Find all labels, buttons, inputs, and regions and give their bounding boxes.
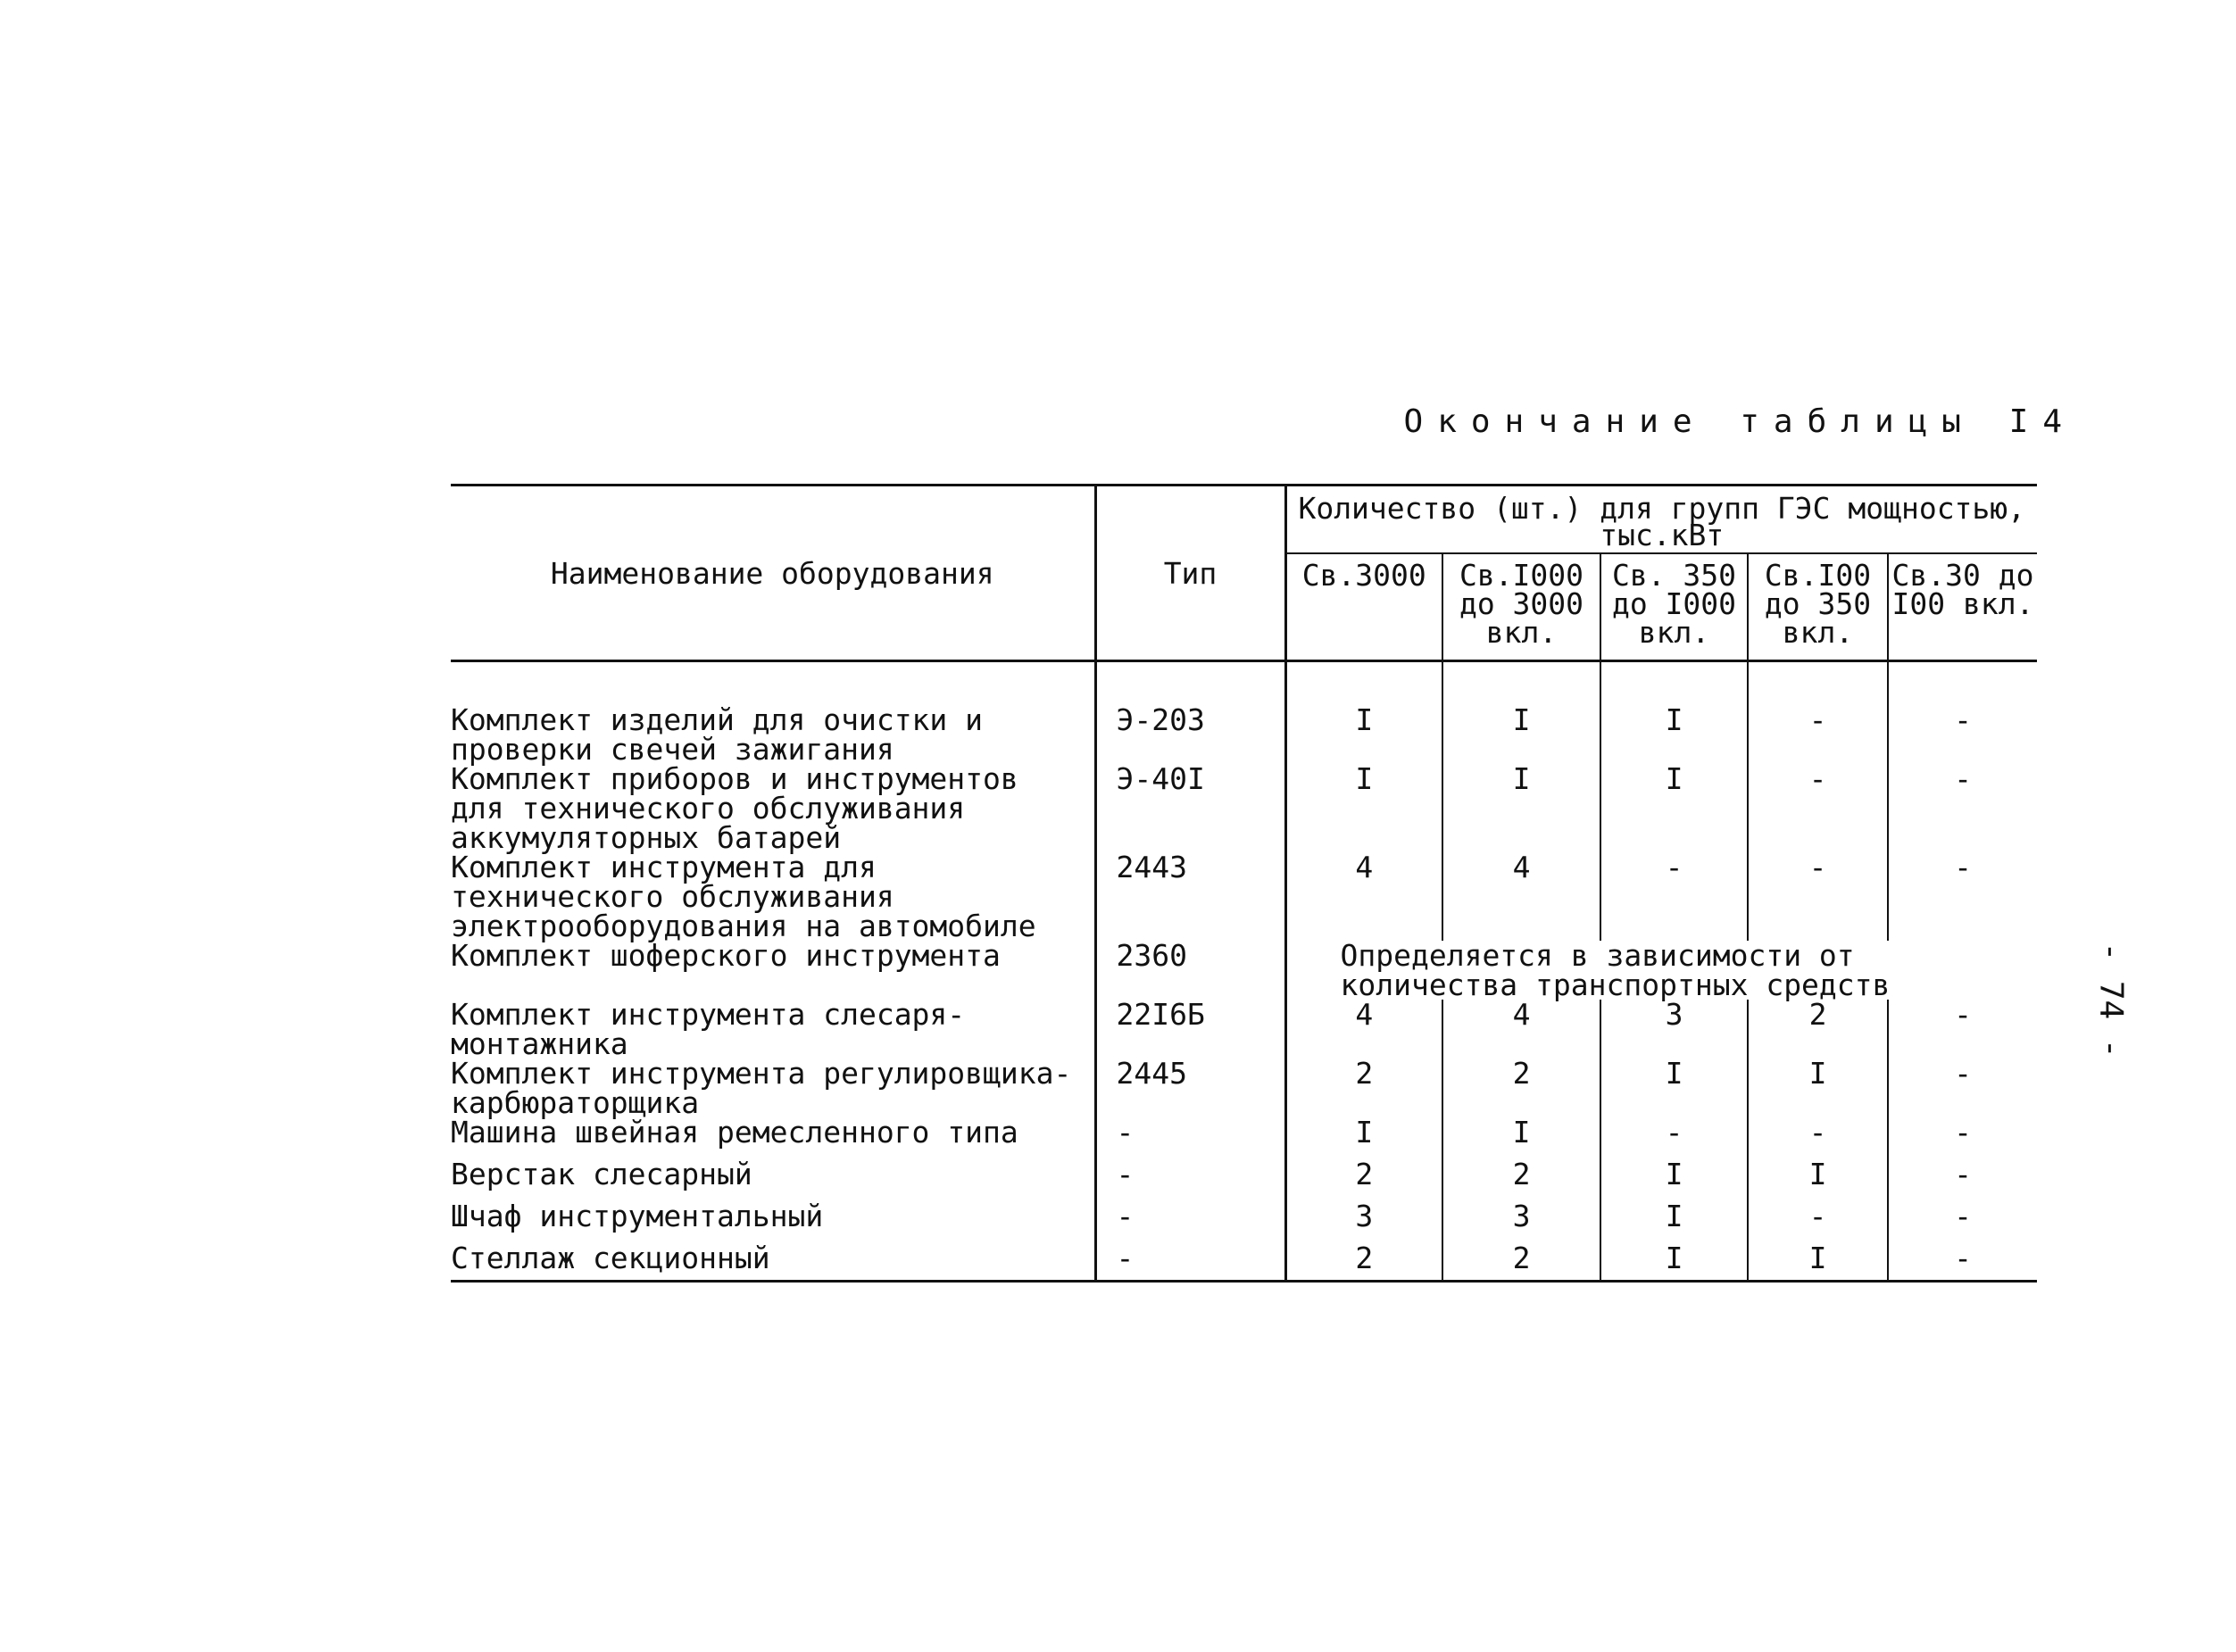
header-type: Тип [1095,486,1285,661]
header-group-1: Св.3000 [1285,553,1442,661]
row-value: 2 [1442,1243,1600,1282]
row-value: - [1954,1199,1972,1233]
row-value: I [1748,1243,1888,1282]
row-name: Комплект приборов и инструментов для технического обслуживания аккумуляторных батарей [451,764,1095,852]
row-value: - [1748,1117,1888,1159]
row-value: - [1954,1115,1972,1150]
row-value: - [1748,661,1888,765]
table-caption: Окончание таблицы I4 [1403,403,2076,440]
row-value: - [1954,1056,1972,1091]
page-number: - 74 - [2092,942,2130,1058]
row-name: Комплект шоферского инструмента [451,941,1095,1000]
header-name: Наименование оборудования [451,486,1095,661]
row-value: 3 [1442,1201,1600,1243]
row-value: - [1748,764,1888,852]
table-row [451,764,2037,852]
table-row [451,1243,2037,1282]
table-row [451,941,2037,1000]
row-name: Стеллаж секционный [451,1243,1095,1282]
row-value: 2 [1442,1058,1600,1117]
row-value: - [1954,1157,1972,1191]
header-quantity: Количество (шт.) для групп ГЭС мощностью, тыс.кВт [1285,486,2037,554]
row-name: Комплект инструмента для технического обслуживания электрооборудования на автомобиле [451,852,1095,941]
row-value: 4 [1285,852,1442,941]
row-value: I [1600,661,1748,765]
row-value: - [1954,997,1972,1032]
row-value: 2 [1442,1159,1600,1201]
row-value: 2 [1285,1058,1442,1117]
row-value: - [1954,850,1972,884]
row-value: - [1600,852,1748,941]
table-row [451,1000,2037,1058]
row-value: 4 [1285,1000,1442,1058]
row-value: - [1954,761,1972,796]
row-value: 2 [1285,1159,1442,1201]
row-value: I [1748,1058,1888,1117]
row-type: Э-40I [1095,764,1285,852]
row-name: Верстак слесарный [451,1159,1095,1201]
row-value: - [1748,852,1888,941]
row-value: I [1600,1159,1748,1201]
row-value: - [1600,1117,1748,1159]
table-row [451,1058,2037,1117]
table-row [451,1117,2037,1159]
header-group-2: Св.I000 до 3000 вкл. [1442,553,1600,661]
row-value: I [1442,661,1600,765]
row-value: I [1442,1117,1600,1159]
row-value: I [1600,1058,1748,1117]
row-type: 2360 [1095,941,1285,1000]
row-value: 4 [1442,852,1600,941]
row-value: 2 [1748,1000,1888,1058]
row-type: 2443 [1095,852,1285,941]
row-name: Шчаф инструментальный [451,1201,1095,1243]
row-type: 2445 [1095,1058,1285,1117]
header-group-4: Св.I00 до 350 вкл. [1748,553,1888,661]
row-name: Машина швейная ремесленного типа [451,1117,1095,1159]
row-value: 3 [1600,1000,1748,1058]
equipment-table [451,484,2037,1283]
row-name: Комплект инструмента регулировщика-карбюраторщика [451,1058,1095,1117]
table-row [451,852,2037,941]
row-value: I [1748,1159,1888,1201]
row-value: 2 [1285,1243,1442,1282]
row-value: I [1600,1243,1748,1282]
row-value: - [1748,1201,1888,1243]
row-value: 4 [1442,1000,1600,1058]
row-value: - [1954,702,1972,737]
table-row [451,1201,2037,1243]
header-group-3: Св. 350 до I000 вкл. [1600,553,1748,661]
row-note: Определяется в зависимости от количества транспортных средств [1340,938,1891,1002]
row-type: - [1095,1201,1285,1243]
row-type: - [1095,1159,1285,1201]
row-value: - [1888,1243,2037,1282]
row-value: I [1600,1201,1748,1243]
row-name: Комплект изделий для очистки и проверки свечей зажигания [451,661,1095,765]
row-value: 3 [1285,1201,1442,1243]
table-row [451,1159,2037,1201]
row-value: I [1600,764,1748,852]
row-value: I [1285,661,1442,765]
row-value: I [1442,764,1600,852]
row-type: 22I6Б [1095,1000,1285,1058]
row-type: - [1095,1243,1285,1282]
row-value: I [1285,1117,1442,1159]
row-value: I [1285,764,1442,852]
table-row [451,661,2037,765]
row-type: Э-203 [1095,661,1285,765]
row-type: - [1095,1117,1285,1159]
header-group-5: Св.30 до I00 вкл. [1888,553,2037,661]
row-name: Комплект инструмента слесаря-монтажника [451,1000,1095,1058]
